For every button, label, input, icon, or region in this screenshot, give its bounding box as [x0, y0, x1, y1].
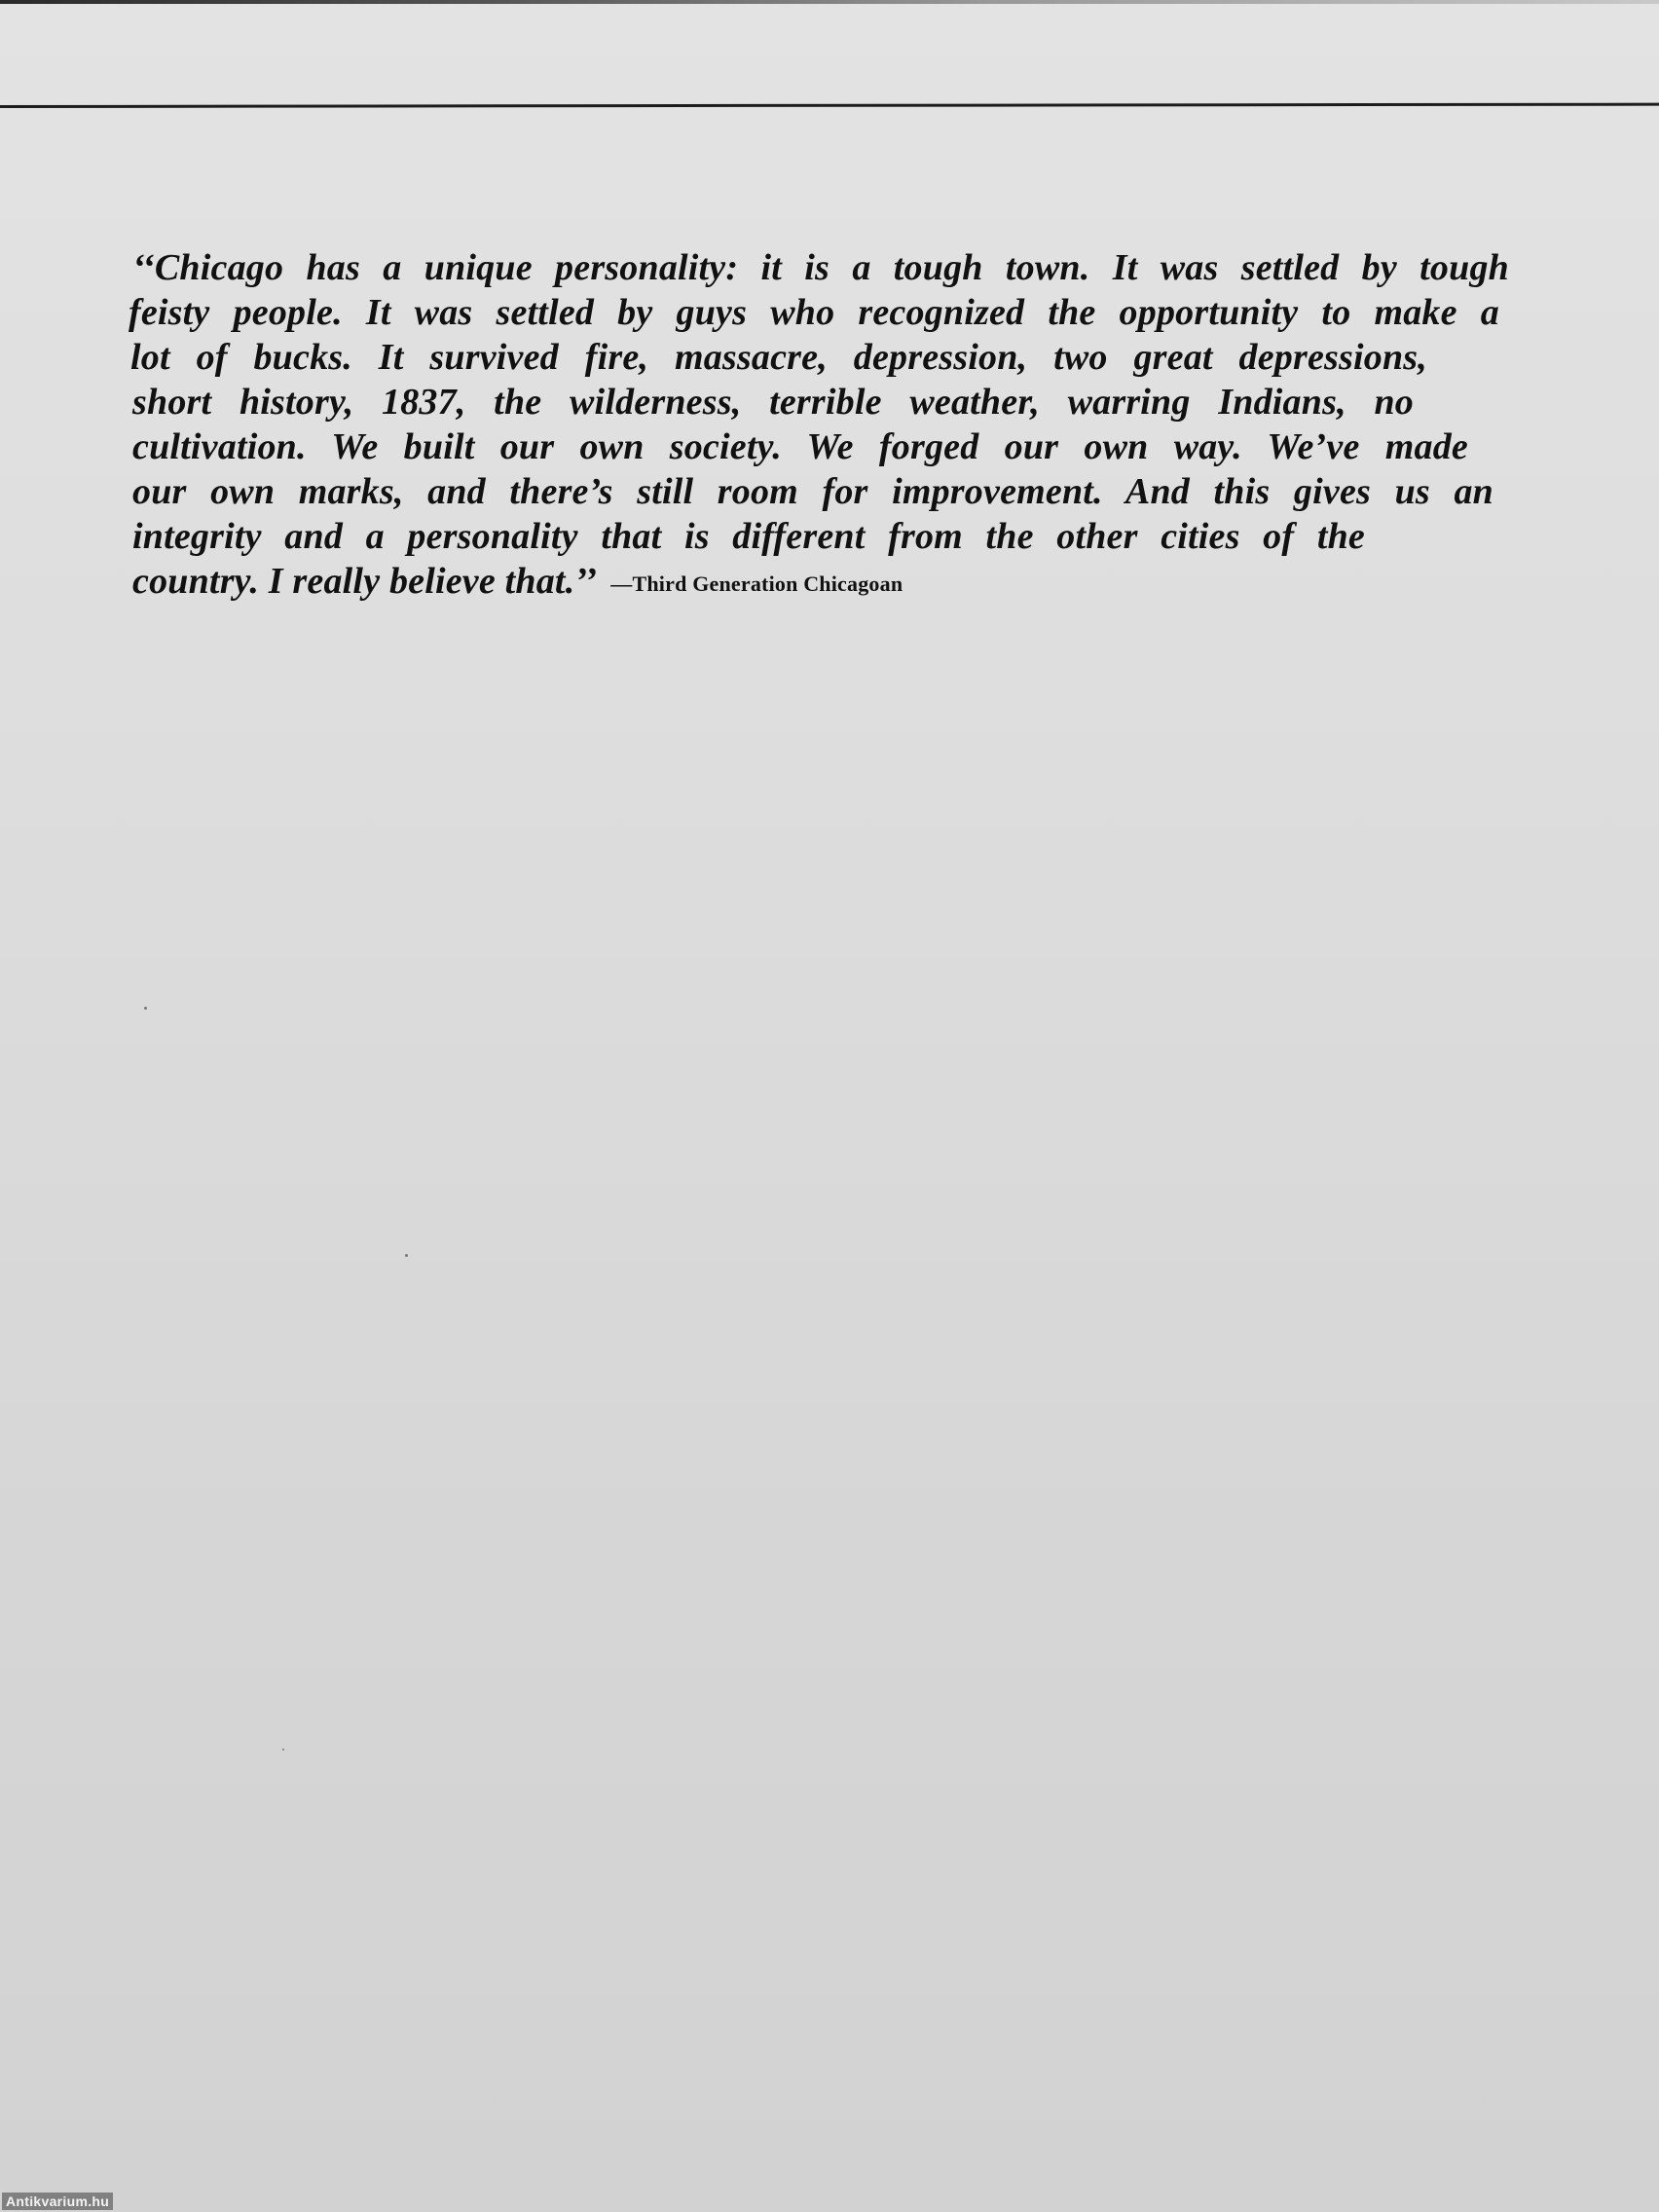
quote-line-6: our own marks, and there’s still room for improvement. And this gives us an: [132, 471, 1493, 512]
quote-line-8: [132, 559, 1534, 607]
paper-speck: [282, 1749, 284, 1751]
quote-line-5: cultivation. We built our own society. We forged our own way. We’ve made: [132, 426, 1468, 467]
quote-attribution: —Third Generation Chicagoan: [610, 571, 903, 596]
watermark-label: Antikvarium.hu: [2, 2193, 113, 2210]
quote-line-1: ‘‘Chicago has a unique personality: it is a tough town. It was settled by tough: [132, 247, 1509, 288]
horizontal-rule: [0, 103, 1659, 108]
paper-speck: [405, 1254, 408, 1257]
quote-line-7: integrity and a personality that is different from the other cities of the: [132, 516, 1365, 557]
paper-speck: [144, 1007, 147, 1010]
quote-line-8-text: country. I really believe that.’’: [132, 561, 598, 602]
quote-line-2: feisty people. It was settled by guys who recognized the opportunity to make a: [129, 292, 1499, 333]
quote-line-3: lot of bucks. It survived fire, massacre, depression, two great depressions,: [130, 337, 1427, 378]
quote-block: [129, 245, 1534, 607]
quote-line-4: short history, 1837, the wilderness, terrible weather, warring Indians, no: [132, 382, 1414, 423]
page-top-edge: [0, 0, 1659, 4]
